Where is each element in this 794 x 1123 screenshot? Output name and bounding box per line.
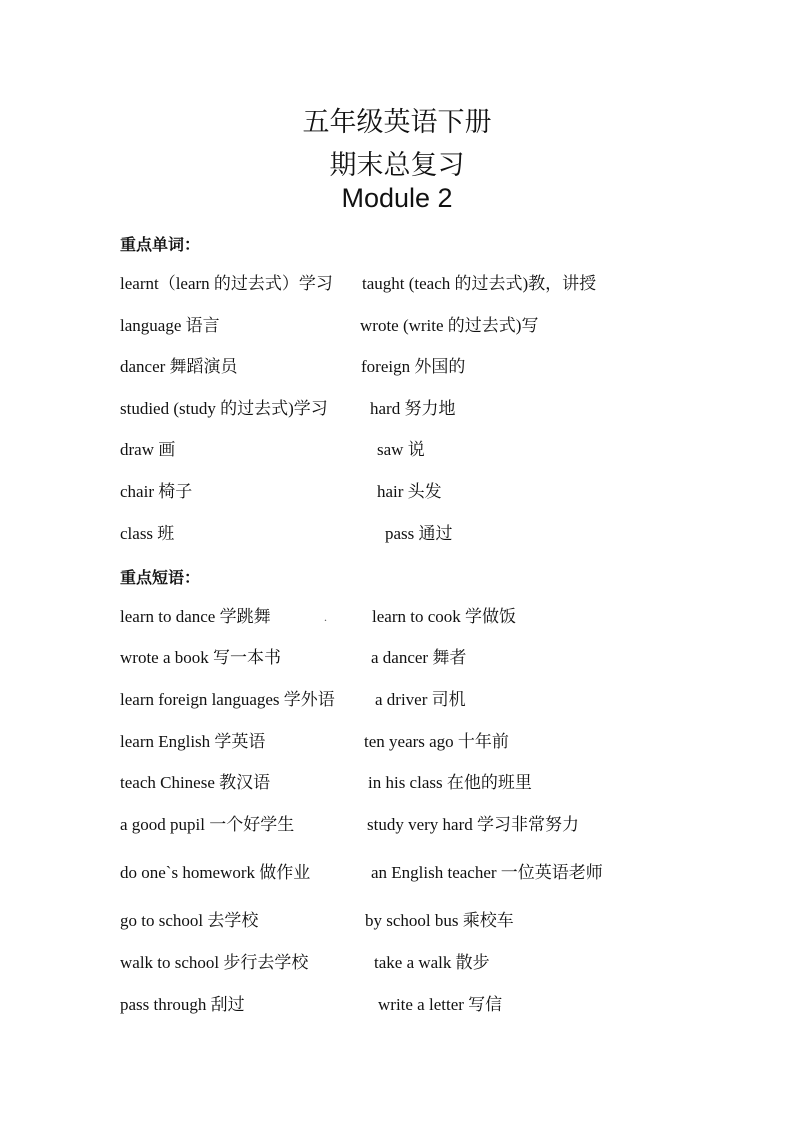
phrase-row: [0, 909, 794, 933]
module-heading: Module 2: [341, 183, 453, 213]
phrase-right: learn to cook 学做饭: [372, 607, 516, 626]
phrase-left: walk to school 步行去学校: [120, 953, 309, 972]
phrase-left: learn to dance 学跳舞: [120, 607, 271, 626]
vocab-row: [0, 522, 794, 546]
phrase-row: [0, 813, 794, 837]
vocab-row: [0, 397, 794, 421]
vocab-row: [0, 480, 794, 504]
phrase-row: [0, 605, 794, 629]
phrase-right: write a letter 写信: [378, 995, 503, 1014]
phrase-right: by school bus 乘校车: [365, 911, 514, 930]
phrases-heading: 重点短语：: [120, 568, 201, 587]
phrase-row: [0, 688, 794, 712]
vocab-right: saw 说: [377, 440, 425, 459]
vocab-row: [0, 272, 794, 296]
phrase-left: wrote a book 写一本书: [120, 648, 282, 667]
phrase-left: learn foreign languages 学外语: [120, 690, 335, 709]
vocab-right: hair 头发: [377, 482, 442, 501]
phrase-left: learn English 学英语: [120, 732, 266, 751]
phrase-row: [0, 951, 794, 975]
vocab-left: draw 画: [120, 440, 176, 459]
phrase-left: do one`s homework 做作业: [120, 863, 311, 882]
page-subtitle: 期末总复习: [329, 150, 465, 181]
stray-dot: .: [324, 610, 327, 624]
vocab-heading: 重点单词：: [120, 235, 201, 254]
vocab-row: [0, 438, 794, 462]
phrase-row: [0, 861, 794, 885]
vocab-right: hard 努力地: [370, 399, 456, 418]
vocab-row: [0, 355, 794, 379]
phrase-left: a good pupil 一个好学生: [120, 815, 295, 834]
page-title: 五年级英语下册: [302, 107, 492, 138]
phrase-right: ten years ago 十年前: [364, 732, 509, 751]
phrase-row: [0, 730, 794, 754]
phrase-right: a driver 司机: [375, 690, 466, 709]
vocab-left: chair 椅子: [120, 482, 193, 501]
phrase-right: take a walk 散步: [374, 953, 490, 972]
vocab-left: class 班: [120, 524, 175, 543]
vocab-left: studied (study 的过去式)学习: [120, 399, 328, 418]
vocab-left: language 语言: [120, 316, 220, 335]
phrase-right: an English teacher 一位英语老师: [371, 863, 603, 882]
vocab-left: dancer 舞蹈演员: [120, 357, 238, 376]
vocab-right: foreign 外国的: [361, 357, 466, 376]
vocab-right: taught (teach 的过去式)教，讲授: [362, 274, 597, 293]
phrase-left: go to school 去学校: [120, 911, 259, 930]
vocab-left: learnt（learn 的过去式）学习: [120, 274, 333, 293]
phrase-right: a dancer 舞者: [371, 648, 467, 667]
phrase-right: in his class 在他的班里: [368, 773, 532, 792]
vocab-row: [0, 314, 794, 338]
phrase-left: teach Chinese 教汉语: [120, 773, 271, 792]
vocab-right: pass 通过: [385, 524, 453, 543]
phrase-left: pass through 刮过: [120, 995, 245, 1014]
vocab-right: wrote (write 的过去式)写: [360, 316, 539, 335]
phrase-row: [0, 993, 794, 1017]
phrase-right: study very hard 学习非常努力: [367, 815, 580, 834]
phrase-row: [0, 646, 794, 670]
phrase-row: [0, 771, 794, 795]
